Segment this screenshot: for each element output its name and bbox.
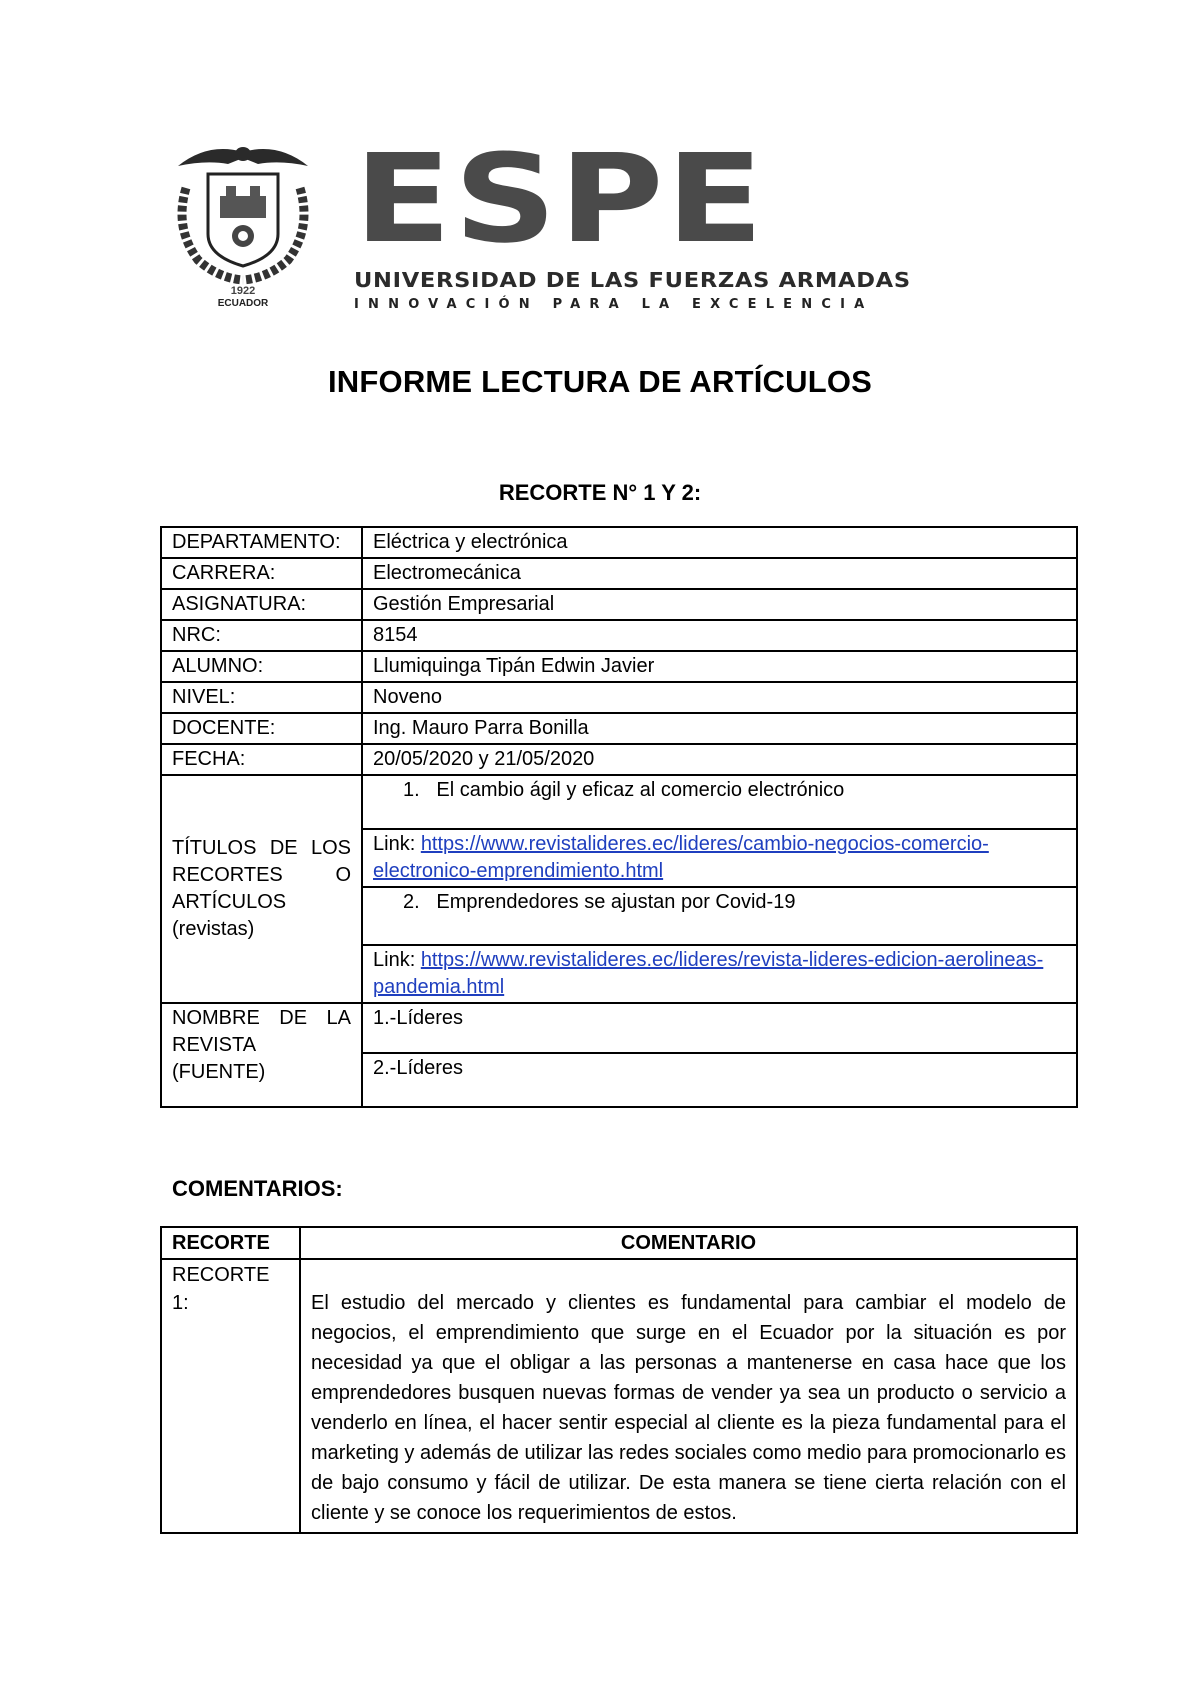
article-link-2 — [362, 945, 1077, 1003]
comments-table — [160, 1226, 1078, 1534]
info-value: Electromecánica — [362, 558, 1077, 589]
info-label: CARRERA: — [161, 558, 362, 589]
article-number: 2. — [403, 891, 420, 913]
info-table — [160, 526, 1078, 1108]
table-header-row — [161, 1227, 1077, 1259]
seal-country: ECUADOR — [217, 298, 269, 308]
table-row — [161, 682, 1077, 713]
info-value: Noveno — [362, 682, 1077, 713]
table-row — [161, 1259, 1077, 1533]
column-header-comentario: COMENTARIO — [300, 1227, 1077, 1259]
info-label: NRC: — [161, 620, 362, 651]
column-header-recorte: RECORTE — [161, 1227, 300, 1259]
titles-label: TÍTULOS DE LOS RECORTES O ARTÍCULOS (revistas) — [161, 775, 362, 1003]
link-label: Link: — [373, 949, 416, 971]
comments-heading: COMENTARIOS: — [172, 1176, 343, 1201]
table-row — [161, 775, 1077, 829]
link-label: Link: — [373, 833, 416, 855]
table-row — [161, 527, 1077, 558]
article-url-link[interactable]: https://www.revistalideres.ec/lideres/revista-lideres-edicion-aerolineas-pandemia.html — [373, 949, 1044, 998]
seal-year: 1922 — [230, 285, 256, 297]
espe-seal-icon — [168, 138, 318, 308]
university-name: UNIVERSIDAD DE LAS FUERZAS ARMADAS — [354, 268, 911, 292]
table-row — [161, 589, 1077, 620]
info-value: Eléctrica y electrónica — [362, 527, 1077, 558]
university-motto: INNOVACIÓN PARA LA EXCELENCIA — [354, 297, 874, 312]
info-value: Llumiquinga Tipán Edwin Javier — [362, 651, 1077, 682]
table-row — [161, 713, 1077, 744]
university-logo — [168, 128, 911, 312]
info-value: 20/05/2020 y 21/05/2020 — [362, 744, 1077, 775]
info-label: ALUMNO: — [161, 651, 362, 682]
table-row — [161, 744, 1077, 775]
source-value: 2.-Líderes — [362, 1053, 1077, 1107]
brand-block — [354, 128, 911, 312]
info-label: NIVEL: — [161, 682, 362, 713]
info-label: DOCENTE: — [161, 713, 362, 744]
page-subtitle: RECORTE N° 1 Y 2: — [498, 480, 702, 505]
info-label: ASIGNATURA: — [161, 589, 362, 620]
article-number: 1. — [403, 779, 420, 801]
info-label: DEPARTAMENTO: — [161, 527, 362, 558]
table-row — [161, 1003, 1077, 1053]
article-link-1 — [362, 829, 1077, 887]
table-row — [161, 558, 1077, 589]
source-label: NOMBRE DE LA REVISTA (FUENTE) — [161, 1003, 362, 1107]
article-title-2 — [362, 887, 1077, 945]
info-value: 8154 — [362, 620, 1077, 651]
info-value: Gestión Empresarial — [362, 589, 1077, 620]
table-row — [161, 651, 1077, 682]
article-url-link[interactable]: https://www.revistalideres.ec/lideres/cambio-negocios-comercio-electronico-emprendimiento.html — [373, 833, 989, 882]
info-label: FECHA: — [161, 744, 362, 775]
brand-name: ESPE — [354, 128, 766, 270]
comment-text: El estudio del mercado y clientes es fundamental para cambiar el modelo de negocios, el emprendimiento que surge en el Ecuador por la situación es por necesidad ya que el obligar a las personas a mantenerse en casa hace que los emprendedores busquen nuevas formas de vender ya sea un producto o servicio a venderlo en línea, el hacer sentir especial al cliente es la pieza fundamental para el marketing y además de utilizar las redes sociales como medio para promocionarlo es de bajo consumo y fácil de utilizar. De esta manera se tiene cierta relación con el cliente y se conoce los requerimientos de estos. — [300, 1259, 1077, 1533]
table-row — [161, 620, 1077, 651]
article-title: Emprendedores se ajustan por Covid-19 — [436, 891, 796, 913]
info-value: Ing. Mauro Parra Bonilla — [362, 713, 1077, 744]
page-title: INFORME LECTURA DE ARTÍCULOS — [327, 364, 873, 399]
article-title: El cambio ágil y eficaz al comercio electrónico — [436, 779, 845, 801]
source-value: 1.-Líderes — [362, 1003, 1077, 1053]
recorte-cell: RECORTE 1: — [161, 1259, 300, 1533]
article-title-1 — [362, 775, 1077, 829]
